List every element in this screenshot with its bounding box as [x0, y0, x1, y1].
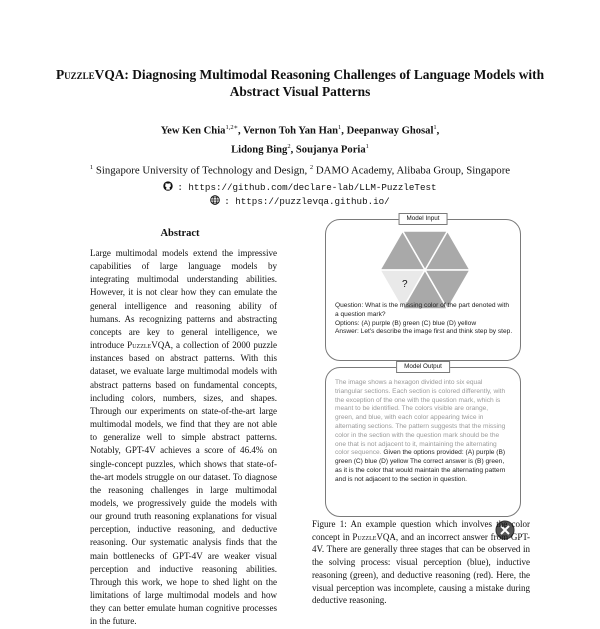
question-text: Question: What is the missing color of the part denoted with a question mark? — [335, 302, 510, 318]
hexagon-puzzle — [380, 230, 470, 310]
caption-text: Figure 1: An example question which involves the color concept in — [312, 519, 530, 542]
author-name: Soujanya Poria — [295, 144, 366, 156]
visual-perception-text: The image shows a hexagon divided into six equal triangular sections. Each section is colored differently, with the exception of the one with the question mark, which is meant to be identified. — [335, 379, 506, 413]
author-affiliation-mark: 2 — [287, 142, 291, 150]
caption-text: , and an incorrect answer from GPT-4V. There are generally three stages that can be observed in the solving process: visual perception (blue), inductive reasoning (green), and deductive reasoning (red). Here, the visual perception was incomplete, causing a mistake during deductive reasoning. — [312, 531, 530, 606]
github-link-text[interactable]: : https://github.com/declare-lab/LLM-PuzzleTest — [177, 182, 437, 193]
website-link[interactable] — [150, 195, 450, 207]
author-line-1: Yew Ken Chia$^{1,2∗}$, Vernon Toh Yan Han$^1$, Deepanway Ghosal$^1$, — [160, 124, 440, 137]
model-output-label: Model Output — [396, 361, 450, 373]
github-link[interactable] — [150, 181, 450, 193]
options-text: Options: (A) purple (B) green (C) blue (D) yellow — [335, 319, 477, 327]
globe-icon — [210, 197, 223, 207]
affiliation-2: DAMO Academy, Alibaba Group, Singapore — [315, 164, 511, 177]
github-icon — [163, 183, 176, 193]
figure-caption — [312, 518, 530, 607]
abstract-text: , a collection of 2000 puzzle instances based on abstract patterns. With this dataset, we evaluate large multimodal models with abstract patterns based on fundamental concepts, including colors, numbers, sizes, and shapes. Through our experiments on state-of-the-art large multimodal models, we find that they are not able to generalize well to simple abstract patterns. Notably, GPT-4V achieves a score of 46.4% on single-concept puzzles, which shows that state-of-the-art models struggle on our dataset. To diagnose the reasoning challenges in large multimodal models, we progressively guide the models with our ground truth reasoning explanations for visual perception, inductive reasoning, and deductive reasoning. Our systematic analysis finds that the main bottlenecks of GPT-4V are weaker visual perception and inductive reasoning abilities. Through this work, we hope to shed light on the limitations of large multimodal models and how they can better emulate human cognitive processes in the future. — [90, 340, 277, 627]
author-affiliation-mark: 1,2∗ — [225, 124, 238, 131]
question-mark: ? — [402, 279, 408, 290]
abstract-heading: Abstract — [160, 228, 200, 239]
affiliations — [40, 164, 560, 177]
inductive-reasoning-text: The colors visible are orange, green, and blue, with each color appearing twice in alternating sections. The pattern suggests that the missing color in the section with the question mark should be the one that is not adjacent to it, maintaining the alternating color sequence. — [335, 405, 506, 457]
deductive-reasoning-text: Given the options provided: (A) purple (B) green (C) blue (D) yellow The correct answer is (B) green, as it is the color that would maintain the alternating pattern and is not adjacent to the section in question. — [335, 449, 506, 483]
model-output-text — [335, 379, 507, 485]
model-output-panel — [325, 363, 521, 517]
title-text: : Diagnosing Multimodal Reasoning Challenges of Language Models with Abstract Visual Patterns — [124, 67, 545, 99]
model-input-label: Model Input — [399, 213, 448, 225]
author-affiliation-mark: 1 — [338, 124, 342, 131]
abstract-body — [90, 247, 277, 629]
model-input-panel — [325, 215, 521, 361]
affiliation-mark: 1 — [89, 164, 94, 171]
author-name: Deepanway Ghosal — [346, 125, 434, 137]
answer-prompt-text: Answer: Let's describe the image first and think step by step. — [335, 328, 513, 336]
affiliation-mark: 2 — [309, 164, 314, 171]
author-name: Lidong Bing — [231, 144, 288, 156]
author-affiliation-mark: 1 — [365, 142, 369, 150]
model-input-text — [335, 302, 513, 337]
author-name: Vernon Toh Yan Han — [243, 125, 339, 137]
paper-title — [40, 66, 560, 100]
caption-dataset-name: PuzzleVQA — [352, 531, 396, 542]
author-name: Yew Ken Chia — [160, 125, 226, 137]
author-affiliation-mark: 1 — [433, 124, 437, 131]
abstract-dataset-name: PuzzleVQA — [127, 340, 171, 351]
author-line-2: Lidong Bing$^2$, Soujanya Poria$^1$ — [231, 142, 369, 156]
website-link-text[interactable]: : https://puzzlevqa.github.io/ — [224, 196, 390, 207]
title-dataset-name: PuzzleVQA — [55, 67, 125, 82]
author-list — [60, 120, 540, 157]
affiliation-1: Singapore University of Technology and Design, — [95, 164, 308, 177]
abstract-text: Large multimodal models extend the impressive capabilities of large language models by integrating multimodal understanding abilities. However, it is not clear how they can emulate the general intelligence and reasoning ability of humans. As recognizing patterns and abstracting concepts are key to general intelligence, we introduce — [90, 248, 277, 351]
